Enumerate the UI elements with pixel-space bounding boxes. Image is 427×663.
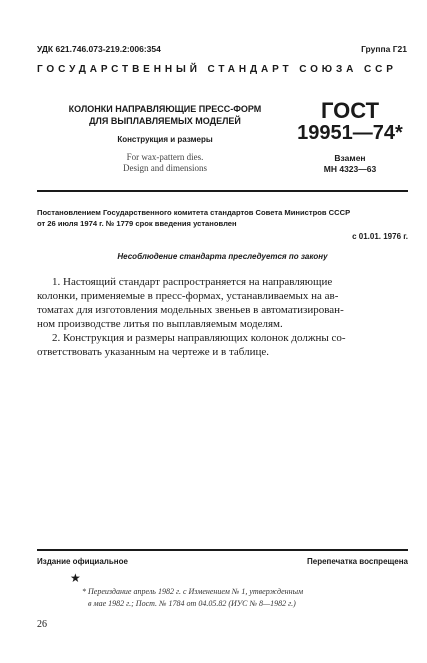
- replaces-label: Взамен: [334, 153, 366, 163]
- doc-title-line1: КОЛОНКИ НАПРАВЛЯЮЩИЕ ПРЕСС-ФОРМ: [68, 104, 262, 114]
- english-title-line2: Design and dimensions: [123, 163, 207, 173]
- page-number: 26: [37, 619, 47, 630]
- doc-title-line2: ДЛЯ ВЫПЛАВЛЯЕМЫХ МОДЕЛЕЙ: [89, 116, 241, 126]
- paragraph-1-line2: колонки, применяемые в пресс-формах, устанавливаемых на ав-: [37, 290, 339, 302]
- star-icon: ★: [70, 571, 81, 585]
- standard-banner: ГОСУДАРСТВЕННЫЙ СТАНДАРТ СОЮЗА ССР: [37, 64, 397, 75]
- gost-number: 19951—74*: [297, 122, 403, 144]
- udk-code: УДК 621.746.073-219.2:006:354: [37, 44, 161, 54]
- replaces-value: МН 4323—63: [323, 164, 377, 174]
- gost-label: ГОСТ: [320, 98, 380, 123]
- english-title-line1: For wax-pattern dies.: [126, 152, 204, 162]
- official-edition: Издание официальное: [37, 557, 128, 566]
- doc-subtitle: Конструкция и размеры: [117, 135, 213, 144]
- paragraph-2-line1: 2. Конструкция и размеры направляющих колонок должны со-: [52, 332, 346, 344]
- paragraph-1-line1: 1. Настоящий стандарт распространяется на направляющие: [52, 276, 333, 288]
- paragraph-1-line4: ном производстве литья по выплавляемым моделям.: [37, 318, 283, 330]
- reprint-prohibited: Перепечатка воспрещена: [307, 557, 408, 566]
- footer-divider: [37, 549, 408, 551]
- effective-date: с 01.01. 1976 г.: [352, 232, 408, 241]
- reissue-note-line1: * Переиздание апрель 1982 г. с Изменением № 1, утвержденным: [82, 587, 304, 596]
- title-divider: [37, 190, 408, 192]
- paragraph-1-line3: томатах для изготовления модельных звеньев в автоматизирован-: [37, 304, 344, 316]
- decree-line2: от 26 июля 1974 г. № 1779 срок введения установлен: [37, 219, 237, 228]
- prosecution-notice: Несоблюдение стандарта преследуется по закону: [117, 252, 328, 261]
- group-code: Группа Г21: [361, 44, 407, 54]
- decree-line1: Постановлением Государственного комитета стандартов Совета Министров СССР: [37, 208, 351, 217]
- reissue-note-line2: в мае 1982 г.; Пост. № 1784 от 04.05.82 (ИУС № 8—1982 г.): [88, 599, 296, 608]
- paragraph-2-line2: ответствовать указанным на чертеже и в таблице.: [37, 346, 269, 358]
